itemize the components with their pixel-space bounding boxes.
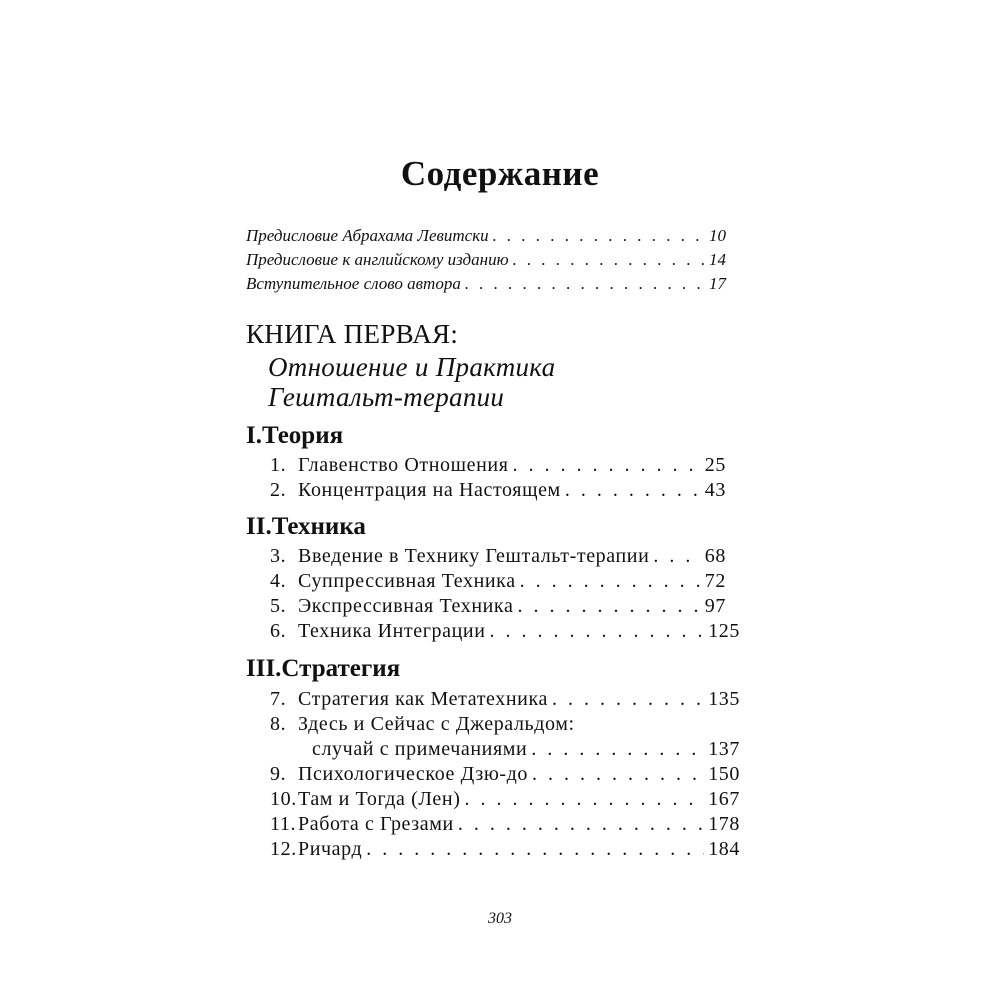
- chapter-page: 178: [708, 813, 740, 835]
- toc-entry-page: 17: [709, 274, 726, 293]
- chapter-number: 12.: [270, 838, 297, 860]
- chapter-title: Суппрессивная Техника: [298, 570, 516, 592]
- dot-leader: [517, 595, 700, 618]
- book-subtitle-line1: Отношение и Практика: [268, 352, 556, 382]
- toc-entry-label: Предисловие Абрахама Левитски: [246, 226, 489, 245]
- toc-chapter: [270, 813, 740, 836]
- chapter-page: 167: [708, 788, 740, 810]
- page-title: Содержание: [400, 154, 600, 193]
- chapter-title: Там и Тогда (Лен): [298, 788, 461, 810]
- chapter-title: Введение в Технику Гештальт-терапии: [298, 545, 650, 567]
- chapter-title: Психологическое Дзю-до: [298, 763, 529, 785]
- chapter-number: 2.: [270, 479, 287, 501]
- toc-entry-page: 10: [709, 226, 726, 245]
- chapter-number: 9.: [270, 763, 287, 785]
- dot-leader: [513, 454, 701, 477]
- section-heading-technique: II.Техника: [246, 513, 366, 540]
- toc-chapter: [270, 479, 726, 502]
- toc-entry-label: Предисловие к английскому изданию: [246, 250, 509, 269]
- dot-leader: [366, 838, 704, 861]
- page-number: 303: [488, 910, 512, 927]
- toc-chapter: [270, 838, 740, 861]
- dot-leader: [520, 570, 701, 593]
- chapter-page: 72: [704, 570, 726, 592]
- chapter-number: 6.: [270, 620, 287, 642]
- chapter-number: 3.: [270, 545, 287, 567]
- toc-chapter: [270, 545, 726, 568]
- chapter-title: Стратегия как Метатехника: [298, 688, 548, 710]
- toc-chapter: [270, 570, 726, 593]
- chapter-page: 135: [708, 688, 740, 710]
- toc-entry: [246, 250, 726, 270]
- chapter-number: 10.: [270, 788, 297, 810]
- toc-chapter: [270, 454, 726, 477]
- chapter-page: 150: [708, 763, 740, 785]
- toc-chapter: [270, 595, 726, 618]
- dot-leader: [513, 250, 705, 270]
- dot-leader: [565, 479, 701, 502]
- toc-chapter: [270, 788, 740, 811]
- section-heading-theory: I.Теория: [246, 422, 344, 449]
- dot-leader: [465, 274, 705, 294]
- dot-leader: [531, 738, 704, 761]
- chapter-title: Экспрессивная Техника: [298, 595, 514, 617]
- chapter-title: Здесь и Сейчас с Джеральдом:: [298, 713, 575, 735]
- book-heading: КНИГА ПЕРВАЯ:: [246, 319, 459, 349]
- chapter-title: Ричард: [298, 838, 363, 860]
- toc-entry: [246, 274, 726, 294]
- dot-leader: [464, 788, 704, 811]
- toc-chapter: [270, 763, 740, 786]
- toc-entry: [246, 226, 726, 246]
- chapter-page: 25: [704, 454, 726, 476]
- chapter-number: 4.: [270, 570, 287, 592]
- chapter-page: 137: [708, 738, 740, 760]
- chapter-page: 97: [704, 595, 726, 617]
- chapter-page: 125: [708, 620, 740, 642]
- dot-leader: [458, 813, 704, 836]
- dot-leader: [653, 545, 700, 568]
- chapter-number: 7.: [270, 688, 287, 710]
- chapter-page: 43: [704, 479, 726, 501]
- chapter-title-continuation: случай с примечаниями: [312, 738, 528, 760]
- chapter-title: Концентрация на Настоящем: [298, 479, 561, 501]
- toc-chapter: [270, 688, 740, 711]
- toc-entry-label: Вступительное слово автора: [246, 274, 461, 293]
- chapter-number: 8.: [270, 713, 287, 735]
- dot-leader: [532, 763, 704, 786]
- chapter-title: Работа с Грезами: [298, 813, 454, 835]
- chapter-number: 5.: [270, 595, 287, 617]
- dot-leader: [493, 226, 705, 246]
- toc-chapter-continuation: [312, 738, 740, 761]
- dot-leader: [552, 688, 704, 711]
- book-subtitle-line2: Гештальт-терапии: [268, 382, 505, 412]
- dot-leader: [490, 620, 705, 643]
- chapter-page: 184: [708, 838, 740, 860]
- chapter-page: 68: [704, 545, 726, 567]
- section-heading-strategy: III.Стратегия: [246, 655, 401, 682]
- toc-chapter: [270, 713, 740, 736]
- toc-entry-page: 14: [709, 250, 726, 269]
- chapter-title: Главенство Отношения: [298, 454, 509, 476]
- chapter-title: Техника Интеграции: [298, 620, 486, 642]
- chapter-number: 11.: [270, 813, 297, 835]
- chapter-number: 1.: [270, 454, 287, 476]
- toc-chapter: [270, 620, 740, 643]
